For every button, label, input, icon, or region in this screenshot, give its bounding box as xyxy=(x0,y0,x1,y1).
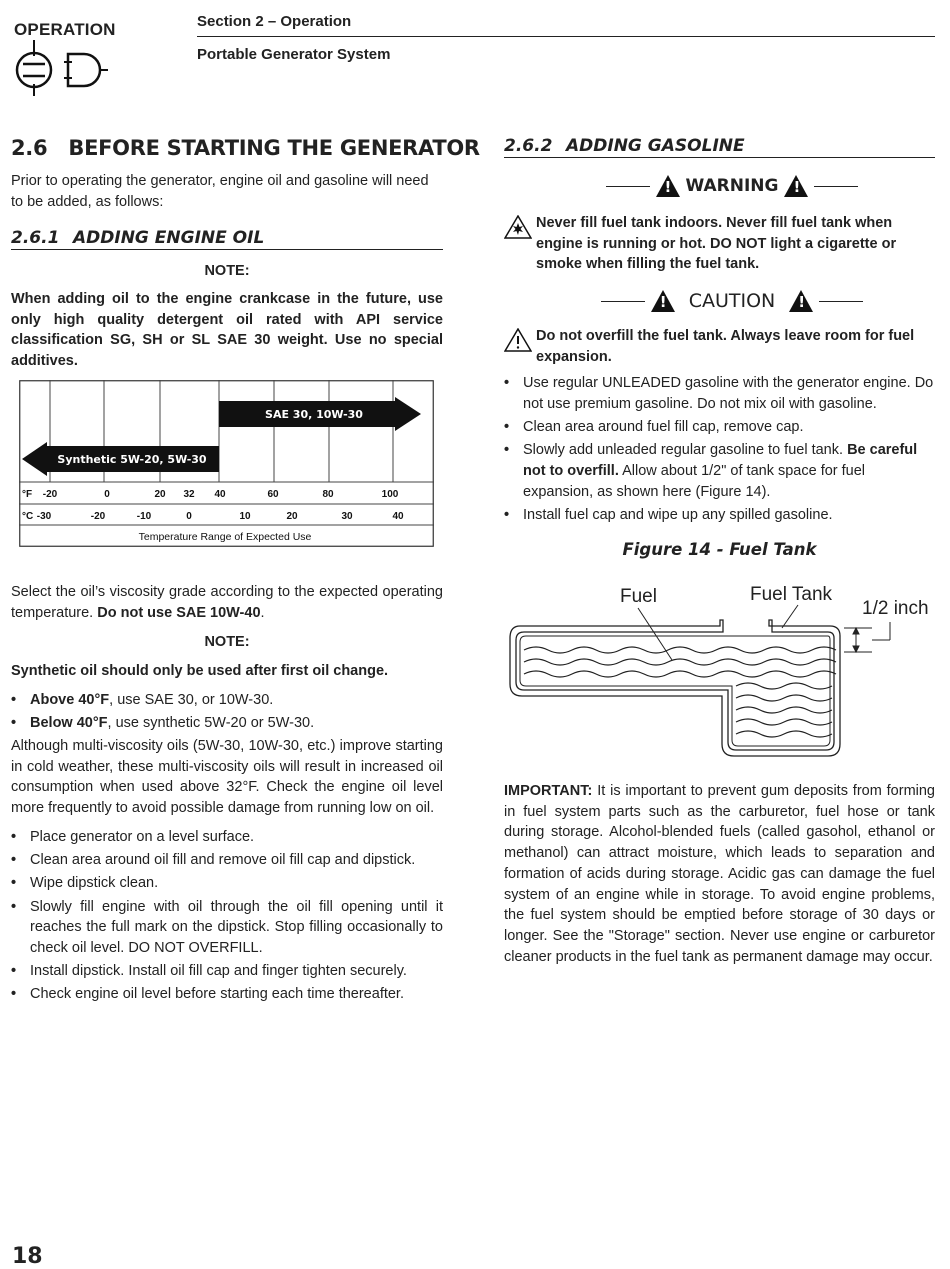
warning-banner xyxy=(504,173,950,199)
important-text: It is important to prevent gum deposits from forming in fuel system parts such as the carburetor, fuel hose or tank during storage. Alcohol-blended fuels (called gasohol, ethanol or methanol) can attract moisture, which leads to separation and formation of acids during storage. Acidic gas can damage the fuel system of an engine while in storage. To avoid engine problems, the fuel system should be emptied before storage of 30 days or longer. See the "Storage" section. Never use engine or carburetor cleaner products in the fuel tank as permanent damage may occur. xyxy=(504,783,935,965)
f-tick: -20 xyxy=(42,489,58,500)
above-label: Above 40°F xyxy=(30,692,110,708)
step-text: Slowly add unleaded regular gasoline to fuel tank. xyxy=(523,442,848,459)
synthetic-label: Synthetic 5W-20, 5W-30 xyxy=(57,453,207,466)
fuel-label: Fuel xyxy=(620,586,657,607)
oil-note-text: When adding oil to the engine crankcase in the future, use only high quality detergent oil rated with API service classification SG, SH or SL SAE 30 weight. Use no special additives. xyxy=(11,291,443,370)
banner-line xyxy=(819,301,863,302)
f-tick: 100 xyxy=(381,489,399,500)
important-label: IMPORTANT: xyxy=(504,783,593,799)
chart-footer: Temperature Range of Expected Use xyxy=(138,531,312,543)
banner-line xyxy=(601,301,645,302)
f-tick: 0 xyxy=(104,489,110,500)
list-item: • Install fuel cap and wipe up any spilled gasoline. xyxy=(504,505,935,526)
half-inch-label: 1/2 inch xyxy=(862,598,929,619)
list-item: • Place generator on a level surface. xyxy=(11,827,443,848)
gasoline-steps-list xyxy=(504,373,935,528)
list-item xyxy=(11,713,443,734)
list-item xyxy=(504,440,935,502)
heading-number: 2.6.2 xyxy=(504,136,553,156)
important-paragraph xyxy=(504,781,935,967)
heading-number: 2.6 xyxy=(11,136,48,160)
page-number: 18 xyxy=(12,1244,43,1269)
generator-plug-icon xyxy=(12,40,112,96)
fuel-tank-diagram xyxy=(504,578,940,758)
header-rule xyxy=(197,36,935,37)
viscosity-warning: Do not use SAE 10W-40 xyxy=(97,604,261,621)
section-title: Section 2 – Operation xyxy=(197,13,352,30)
note-label: NOTE: xyxy=(204,263,250,279)
caution-triangle-icon xyxy=(651,290,675,312)
step-warning: Be careful not to overfill. xyxy=(523,442,918,479)
list-item xyxy=(11,690,443,711)
c-tick: 20 xyxy=(286,511,298,522)
viscosity-text: Select the oil’s viscosity grade according to the expected operating temperature. xyxy=(11,584,443,621)
fuel-tank-label: Fuel Tank xyxy=(750,584,833,605)
c-tick: 10 xyxy=(239,511,251,522)
c-tick: 30 xyxy=(341,511,353,522)
warning-text: Never fill fuel tank indoors. Never fill fuel tank when engine is running or hot. DO NOT light a cigarette or smoke when filling the fuel tank. xyxy=(536,215,897,273)
oil-viscosity-chart xyxy=(19,380,434,547)
operation-label: OPERATION xyxy=(14,20,116,39)
temperature-list xyxy=(11,690,443,736)
warning-triangle-icon xyxy=(656,175,680,197)
list-item: • Wipe dipstick clean. xyxy=(11,873,443,894)
heading-before-starting xyxy=(11,136,480,160)
caution-banner xyxy=(504,287,950,315)
list-item: • Clean area around fuel fill cap, remove cap. xyxy=(504,417,935,438)
explosion-hazard-icon xyxy=(504,215,532,239)
list-item: • Slowly fill engine with oil through the oil fill opening until it reaches the full mark on the dipstick. Stop filling occasionally to check oil level. DO NOT OVERFILL. xyxy=(11,897,443,959)
heading-adding-gasoline xyxy=(504,136,935,158)
oil-steps-list xyxy=(11,827,443,1008)
list-item: • Check engine oil level before starting each time thereafter. xyxy=(11,984,443,1005)
below-text: , use synthetic 5W-20 or 5W-30. xyxy=(107,715,315,732)
heading-adding-engine-oil xyxy=(11,228,443,250)
heading-number: 2.6.1 xyxy=(11,228,60,248)
sae30-label: SAE 30, 10W-30 xyxy=(265,408,363,421)
f-unit: °F xyxy=(22,489,33,500)
viscosity-period: . xyxy=(260,604,265,621)
note-label: NOTE: xyxy=(204,634,250,650)
f-tick: 20 xyxy=(154,489,166,500)
multi-viscosity-paragraph: Although multi-viscosity oils (5W-30, 10W-30, etc.) improve starting in cold weather, these multi-viscosity oils will result in increased oil consumption when used above 32°F. Check the engine oil level more frequently to avoid possible damage from running low on oil. xyxy=(11,738,443,817)
heading-text: ADDING ENGINE OIL xyxy=(73,228,265,248)
step-text: Allow about 1/2" of tank space for fuel expansion, as shown here (Figure 14). xyxy=(523,462,866,500)
caution-label: CAUTION xyxy=(688,290,776,312)
list-item: • Use regular UNLEADED gasoline with the generator engine. Do not use premium gasoline. Do not mix oil with gasoline. xyxy=(504,373,935,414)
caution-triangle-icon xyxy=(789,290,813,312)
f-tick: 32 xyxy=(183,489,195,500)
above-text: , use SAE 30, or 10W-30. xyxy=(109,692,274,708)
caution-text: Do not overfill the fuel tank. Always leave room for fuel expansion. xyxy=(536,328,915,365)
c-unit: °C xyxy=(22,511,34,522)
c-tick: -20 xyxy=(90,511,106,522)
intro-paragraph: Prior to operating the generator, engine oil and gasoline will need to be added, as follows: xyxy=(11,173,429,210)
c-tick: -10 xyxy=(136,511,152,522)
f-tick: 60 xyxy=(267,489,279,500)
heading-text: BEFORE STARTING THE GENERATOR xyxy=(68,136,480,160)
warning-label: WARNING xyxy=(685,176,779,196)
list-item: • Clean area around oil fill and remove oil fill cap and dipstick. xyxy=(11,850,443,871)
list-item: • Install dipstick. Install oil fill cap and finger tighten securely. xyxy=(11,961,443,982)
c-tick: 40 xyxy=(392,511,404,522)
f-tick: 80 xyxy=(322,489,334,500)
heading-text: ADDING GASOLINE xyxy=(566,136,745,156)
warning-triangle-icon xyxy=(784,175,808,197)
figure-caption: Figure 14 - Fuel Tank xyxy=(622,540,817,559)
caution-icon xyxy=(504,328,532,352)
banner-line xyxy=(606,186,650,187)
banner-line xyxy=(814,186,858,187)
f-tick: 40 xyxy=(214,489,226,500)
viscosity-paragraph xyxy=(11,582,443,623)
c-tick: -30 xyxy=(36,511,52,522)
synthetic-note: Synthetic oil should only be used after first oil change. xyxy=(11,663,389,679)
section-subtitle: Portable Generator System xyxy=(197,46,391,63)
below-label: Below 40°F xyxy=(30,715,108,732)
c-tick: 0 xyxy=(186,511,192,522)
